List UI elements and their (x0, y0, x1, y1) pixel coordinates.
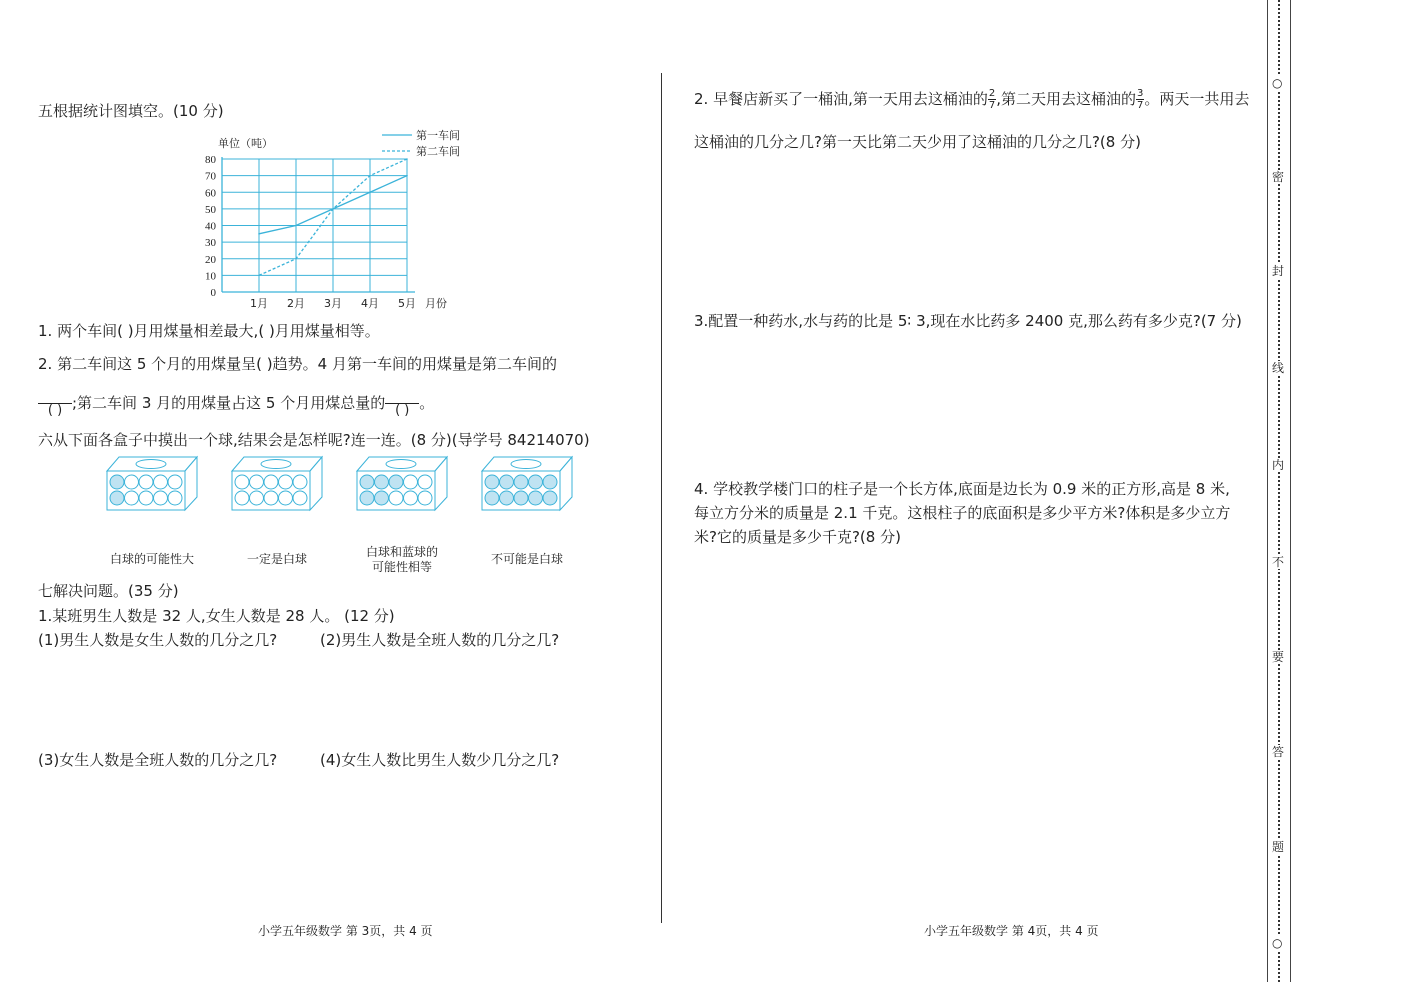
unit-label: 单位（吨） (218, 137, 273, 150)
coal-usage-line-chart (190, 125, 490, 315)
legend-label-1: 第一车间 (416, 129, 460, 142)
seal-char: ○ (1272, 936, 1283, 950)
data-point-series-1 (369, 191, 371, 193)
data-point-series-1 (258, 233, 260, 235)
y-tick-label: 40 (205, 220, 216, 233)
s5-question-2-line1: 2. 第二车间这 5 个月的用煤量呈( )趋势。4 月第一车间的用煤量是第二车间的 (38, 355, 557, 373)
ball (168, 491, 182, 505)
ball (154, 475, 168, 489)
r-question-2-line1: 2. 早餐店新买了一桶油,第一天用去这桶油的 $\frac{2}{7}$ ,第二天用去这桶油的 $\frac{3}{7}$ 。两天一共用去 (694, 88, 1250, 111)
s5-question-1: 1. 两个车间( )月用煤量相差最大,( )月用煤量相等。 (38, 322, 380, 340)
footer-page-3: 小学五年级数学 第 3页，共 4 页 (258, 924, 433, 938)
ball (235, 475, 249, 489)
ball (279, 491, 293, 505)
x-axis-label: 月份 (425, 297, 447, 310)
box-caption-1: 白球的可能性大 (109, 552, 194, 566)
s7-question-1: 1.某班男生人数是 32 人,女生人数是 28 人。 (12 分) (38, 607, 395, 625)
data-point-series-2 (258, 275, 260, 277)
seal-char: 内 (1272, 458, 1285, 472)
ball (139, 475, 153, 489)
y-tick-label: 50 (205, 203, 216, 216)
ball (360, 475, 374, 489)
ball (279, 475, 293, 489)
r-question-4-line3: 米?它的质量是多少千克?(8 分) (694, 528, 901, 546)
data-point-series-2 (332, 208, 334, 210)
x-tick-label: 2月 (287, 297, 305, 310)
ball (154, 491, 168, 505)
y-tick-label: 70 (205, 170, 216, 183)
footer-page-4: 小学五年级数学 第 4页，共 4 页 (924, 924, 1099, 938)
r-question-2-line2: 这桶油的几分之几?第一天比第二天少用了这桶油的几分之几?(8 分) (694, 133, 1141, 151)
ball (250, 491, 264, 505)
y-tick-label: 10 (205, 270, 216, 283)
seal-char: 密 (1272, 170, 1285, 184)
ball-box-2 (230, 455, 325, 513)
seal-dotted-line (1278, 0, 1280, 982)
ball (514, 491, 528, 505)
ball (235, 491, 249, 505)
ball (485, 475, 499, 489)
ball (529, 491, 543, 505)
s5-question-2-line2: ( ) ;第二车间 3 月的用煤量占这 5 个月用煤总量的 ( ) 。 (38, 390, 434, 417)
x-tick-label: 1月 (250, 297, 268, 310)
section5-title: 五根据统计图填空。(10 分) (38, 102, 224, 120)
ball (264, 475, 278, 489)
data-point-series-1 (295, 225, 297, 227)
ball (264, 491, 278, 505)
ball-box-1 (105, 455, 200, 513)
box-opening (386, 460, 416, 469)
ball (404, 475, 418, 489)
x-tick-label: 4月 (361, 297, 379, 310)
y-tick-label: 60 (205, 187, 216, 200)
y-tick-label: 20 (205, 253, 216, 266)
ball (168, 475, 182, 489)
ball (293, 491, 307, 505)
box-caption-2: 一定是白球 (246, 552, 307, 566)
r-question-4-line1: 4. 学校教学楼门口的柱子是一个长方体,底面是边长为 0.9 米的正方形,高是 8 米, (694, 480, 1230, 498)
box-caption-3: 白球和蓝球的 可能性相等 (365, 545, 438, 574)
ball (389, 475, 403, 489)
data-point-series-2 (295, 258, 297, 260)
data-point-series-1 (406, 175, 408, 177)
fraction-2-7: $\frac{2}{7}$ (988, 88, 996, 111)
section7-title: 七解决问题。(35 分) (38, 582, 179, 600)
seal-char: 答 (1272, 745, 1285, 759)
fraction-3-7: $\frac{3}{7}$ (1137, 88, 1144, 111)
ball (110, 491, 124, 505)
binding-margin (1268, 0, 1290, 982)
ball (485, 491, 499, 505)
x-tick-label: 5月 (398, 297, 416, 310)
ball (418, 475, 432, 489)
r-question-3: 3.配置一种药水,水与药的比是 5∶ 3,现在水比药多 2400 克,那么药有多少克?(7 分) (694, 312, 1242, 330)
ball (500, 491, 514, 505)
y-tick-label: 30 (205, 237, 216, 250)
y-tick-label: 80 (205, 154, 216, 166)
y-tick-label: 0 (210, 287, 216, 299)
seal-char: 线 (1272, 361, 1285, 375)
seal-char: 封 (1272, 264, 1285, 278)
blank-fraction-1[interactable]: ( ) (38, 390, 72, 417)
ball (360, 491, 374, 505)
ball (250, 475, 264, 489)
section6-title: 六从下面各盒子中摸出一个球,结果会是怎样呢?连一连。(8 分)(导学号 84214070) (38, 431, 590, 449)
ball (375, 491, 389, 505)
ball (529, 475, 543, 489)
ball (543, 491, 557, 505)
ball-box-4 (480, 455, 575, 513)
ball (418, 491, 432, 505)
ball (125, 491, 139, 505)
seal-char: 不 (1272, 555, 1285, 569)
ball (125, 475, 139, 489)
seal-char: ○ (1272, 76, 1283, 90)
s7-sub-question-3: (3)女生人数是全班人数的几分之几? (38, 751, 278, 769)
box-caption-4: 不可能是白球 (490, 552, 563, 566)
s7-sub-question-4: (4)女生人数比男生人数少几分之几? (320, 751, 560, 769)
ball (375, 475, 389, 489)
s7-sub-question-2: (2)男生人数是全班人数的几分之几? (320, 631, 560, 649)
r-question-4-line2: 每立方分米的质量是 2.1 千克。这根柱子的底面积是多少平方米?体积是多少立方 (694, 504, 1231, 522)
ball (514, 475, 528, 489)
binding-border-right (1290, 0, 1291, 982)
box-opening (261, 460, 291, 469)
x-tick-label: 3月 (324, 297, 342, 310)
data-point-series-2 (369, 175, 371, 177)
ball (389, 491, 403, 505)
data-point-series-2 (406, 158, 408, 160)
page-divider (661, 73, 662, 923)
ball (500, 475, 514, 489)
box-opening (511, 460, 541, 469)
s7-sub-question-1: (1)男生人数是女生人数的几分之几? (38, 631, 278, 649)
ball (404, 491, 418, 505)
seal-char: 要 (1272, 650, 1285, 664)
legend-label-2: 第二车间 (416, 145, 460, 158)
ball (110, 475, 124, 489)
ball (139, 491, 153, 505)
ball (543, 475, 557, 489)
blank-fraction-2[interactable]: ( ) (385, 390, 419, 417)
ball-box-3 (355, 455, 450, 513)
ball (293, 475, 307, 489)
box-opening (136, 460, 166, 469)
seal-char: 题 (1272, 840, 1285, 854)
